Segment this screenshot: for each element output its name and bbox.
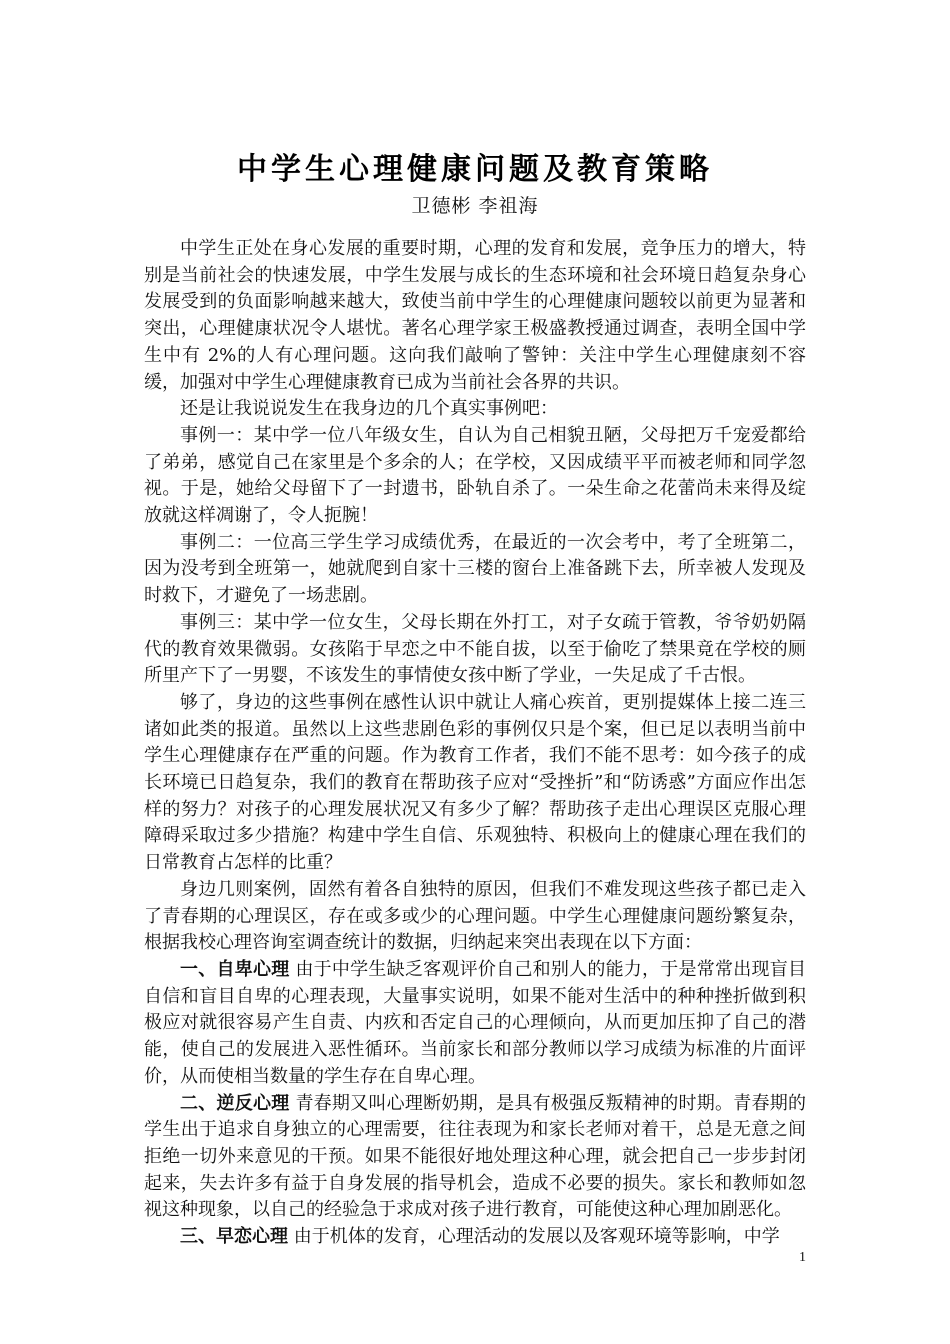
paragraph-transition: 还是让我说说发生在我身边的几个真实事例吧： [180,398,558,420]
paragraph-reflection: 够了，身边的这些事例在感性认识中就让人痛心疾首，更别提媒体上接二连三诸如此类的报道。虽然以上这些悲剧色彩的事例仅只是个案，但已足以表明当前中学生心理健康存在严重的问题。作为教育工作者，我们不能不思考：如今孩子的成长环境已日趋复杂，我们的教育在帮助孩子应对“受挫折”和“防诱惑”方面应作出怎样的努力？对孩子的心理发展状况又有多少了解？帮助孩子走出心理误区克服心理障碍采取过多少措施？构建中学生自信、乐观独特、积极向上的健康心理在我们的日常教育占怎样的比重？ [144,691,806,874]
page-number: 1 [799,1250,806,1265]
section-puppy-love [144,1224,806,1251]
paragraph-case-three: 事例三：某中学一位女生，父母长期在外打工，对子女疏于管教，爷爷奶奶隔代的教育效果微弱。女孩陷于早恋之中不能自拔，以至于偷吃了禁果竟在学校的厕所里产下了一男婴，不该发生的事情使女孩中断了学业，一失足成了千古恨。 [144,611,806,687]
section-heading: 一、自卑心理 [180,958,290,980]
paragraph-summary: 身边几则案例，固然有着各自独特的原因，但我们不难发现这些孩子都已走入了青春期的心理误区，存在或多或少的心理问题。中学生心理健康问题纷繁复杂，根据我校心理咨询室调查统计的数据，归纳起来突出表现在以下方面： [144,878,806,954]
section-heading: 三、早恋心理 [180,1226,288,1248]
document-title: 中学生心理健康问题及教育策略 [237,152,713,187]
section-text: 由于中学生缺乏客观评价自己和别人的能力，于是常常出现盲目自信和盲目自卑的心理表现，大量事实说明，如果不能对生活中的种种挫折做到积极应对就很容易产生自责、内疚和否定自己的心理倾向，从而更加压抑了自己的潜能，使自己的发展进入恶性循环。当前家长和部分教师以学习成绩为标准的片面评价，从而使相当数量的学生存在自卑心理。 [144,958,806,1087]
section-text: 由于机体的发育，心理活动的发展以及客观环境等影响，中学 [293,1226,780,1248]
section-heading: 二、逆反心理 [180,1092,290,1114]
paragraph-case-one: 事例一：某中学一位八年级女生，自认为自己相貌丑陋，父母把万千宠爱都给了弟弟，感觉自己在家里是个多余的人；在学校，又因成绩平平而被老师和同学忽视。于是，她给父母留下了一封遗书，卧轨自杀了。一朵生命之花蕾尚未来得及绽放就这样凋谢了，令人扼腕！ [144,424,806,527]
section-text: 青春期又叫心理断奶期，是具有极强反叛精神的时期。青春期的学生出于追求自身独立的心理需要，往往表现为和家长老师对着干，总是无意之间拒绝一切外来意见的干预。如果不能很好地处理这种心理，就会把自己一步步封闭起来，失去许多有益于自身发展的指导机会，造成不必要的损失。家长和教师如忽视这种现象，以自己的经验急于求成对孩子进行教育，可能使这种心理加剧恶化。 [144,1092,806,1221]
section-inferiority [144,957,806,1091]
section-rebellion [144,1091,806,1225]
document-authors: 卫德彬 李祖海 [411,195,539,217]
paragraph-case-two: 事例二：一位高三学生学习成绩优秀，在最近的一次会考中，考了全班第二，因为没考到全班第一，她就爬到自家十三楼的窗台上准备跳下去，所幸被人发现及时救下，才避免了一场悲剧。 [144,531,806,607]
document-page [144,148,806,1251]
paragraph-intro: 中学生正处在身心发展的重要时期，心理的发育和发展，竞争压力的增大，特别是当前社会的快速发展，中学生发展与成长的生态环境和社会环境日趋复杂身心发展受到的负面影响越来越大，致使当前中学生的心理健康问题较以前更为显著和突出，心理健康状况令人堪忧。著名心理学家王极盛教授通过调查，表明全国中学生中有 2%的人有心理问题。这向我们敲响了警钟：关注中学生心理健康刻不容缓，加强对中学生心理健康教育已成为当前社会各界的共识。 [144,238,806,393]
